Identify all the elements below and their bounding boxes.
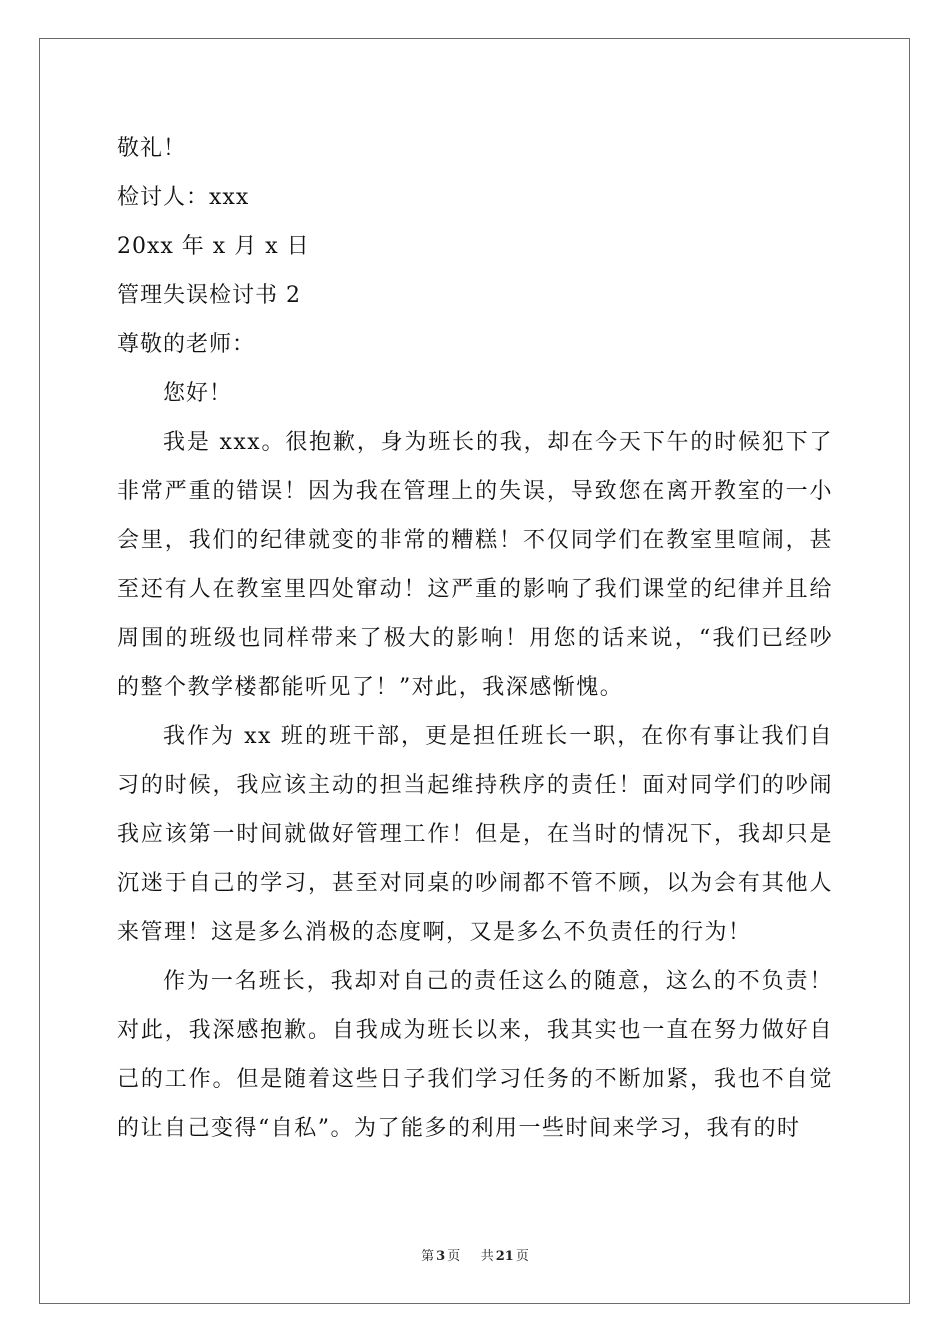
total-suffix: 页: [515, 1249, 529, 1264]
page-prefix: 第: [421, 1249, 435, 1264]
page-footer: [0, 1245, 950, 1264]
page-number: 3: [436, 1249, 446, 1264]
paragraph-3: 作为一名班长，我却对自己的责任这么的随意，这么的不负责！对此，我深感抱歉。自我成为班长以来，我其实也一直在努力做好自己的工作。但是随着这些日子我们学习任务的不断加紧，我也不自觉的让自己变得“自私”。为了能多的利用一些时间来学习，我有的时: [117, 969, 833, 1141]
greeting: 尊敬的老师：: [117, 332, 256, 357]
closing-salute: 敬礼！: [117, 136, 187, 161]
signer-line: 检讨人：xxx: [117, 185, 250, 210]
paragraph-2: 我作为 xx 班的班干部，更是担任班长一职，在你有事让我们自习的时候，我应该主动的担当起维持秩序的责任！面对同学们的吵闹我应该第一时间就做好管理工作！但是，在当时的情况下，我却只是沉迷于自己的学习，甚至对同桌的吵闹都不管不顾，以为会有其他人来管理！这是多么消极的态度啊，又是多么不负责任的行为！: [117, 724, 833, 945]
document-body: [117, 124, 833, 1153]
section-title: 管理失误检讨书 2: [117, 283, 301, 308]
total-pages: 21: [495, 1249, 514, 1264]
page-suffix: 页: [447, 1249, 461, 1264]
hello-line: 您好！: [163, 381, 233, 406]
total-prefix: 共: [480, 1249, 494, 1264]
date-line: 20xx 年 x 月 x 日: [117, 234, 310, 259]
paragraph-1: 我是 xxx。很抱歉，身为班长的我，却在今天下午的时候犯下了非常严重的错误！因为我在管理上的失误，导致您在离开教室的一小会里，我们的纪律就变的非常的糟糕！不仅同学们在教室里喧闹，甚至还有人在教室里四处窜动！这严重的影响了我们课堂的纪律并且给周围的班级也同样带来了极大的影响！用您的话来说，“我们已经吵的整个教学楼都能听见了！”对此，我深感惭愧。: [117, 430, 833, 700]
